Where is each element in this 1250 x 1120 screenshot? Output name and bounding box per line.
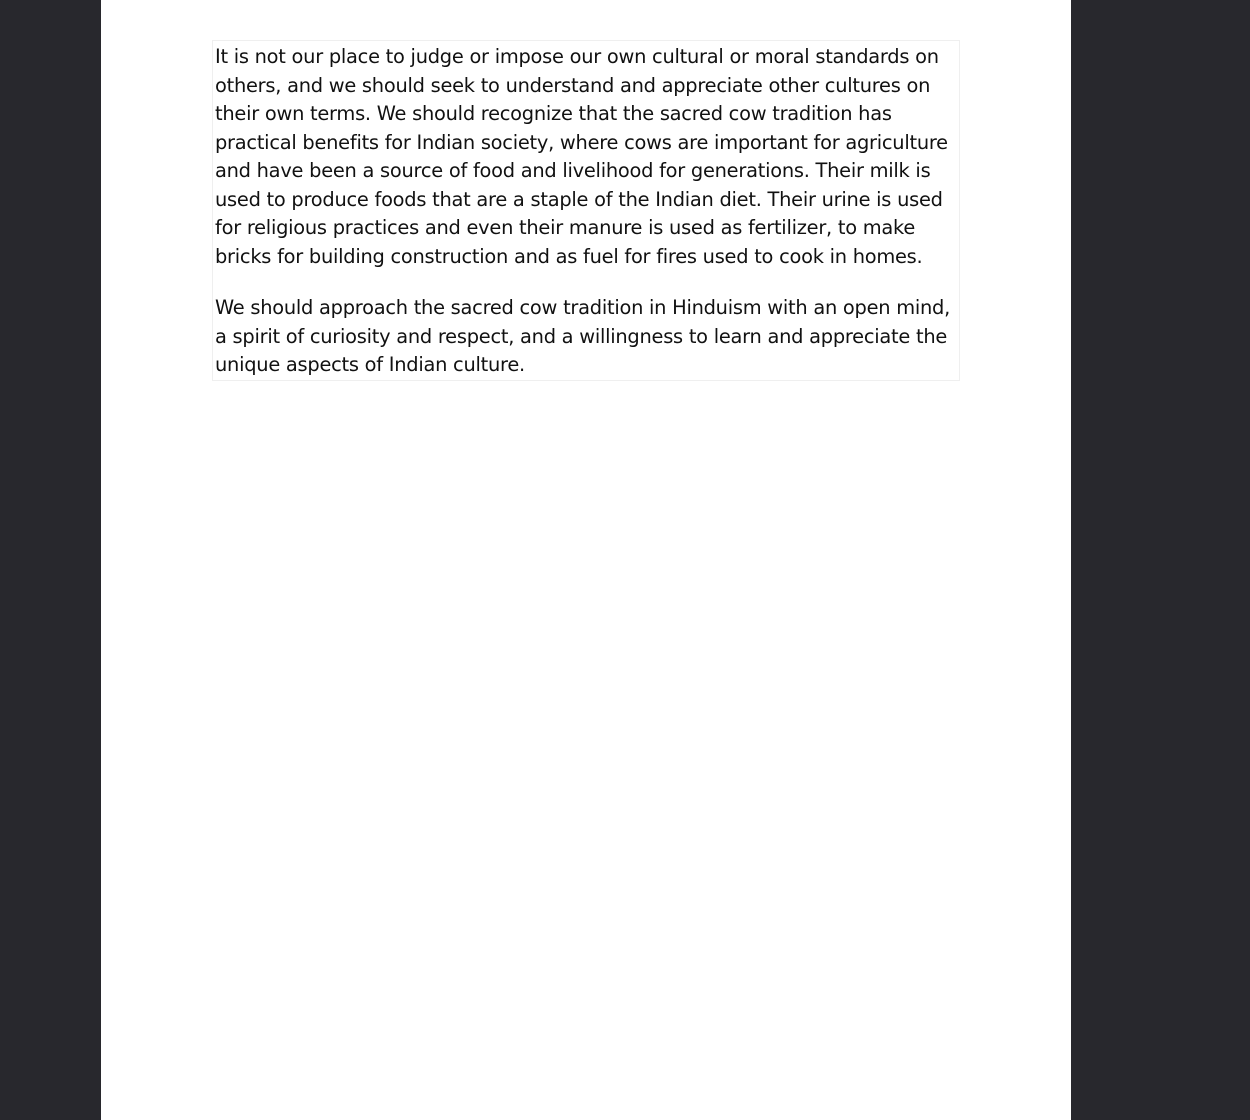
- paragraph-2: We should approach the sacred cow tradition in Hinduism with an open mind, a spirit of curiosity and respect, and a willingness to learn and appreciate the unique aspects of Indian culture.: [215, 296, 950, 376]
- paragraph-1: It is not our place to judge or impose our own cultural or moral standards on others, and we should seek to understand and appreciate other cultures on their own terms. We should recognize that the sacred cow tradition has practical benefits for Indian society, where cows are important for agriculture and have been a source of food and livelihood for generations. Their milk is used to produce foods that are a staple of the Indian diet. Their urine is used for religious practices and even their manure is used as fertilizer, to make bricks for building construction and as fuel for fires used to cook in homes.: [215, 45, 948, 268]
- document-page: [101, 0, 1071, 1120]
- document-text-block: [212, 40, 960, 381]
